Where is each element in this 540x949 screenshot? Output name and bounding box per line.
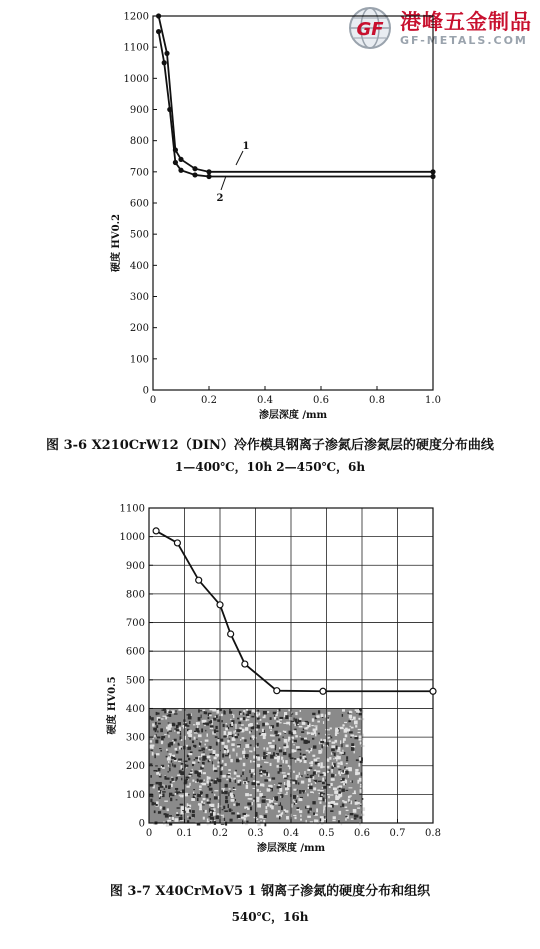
x-tick-label: 0.2: [201, 395, 217, 406]
data-point: [192, 172, 197, 177]
y-tick-label: 300: [129, 292, 149, 303]
x-tick-label: 0.8: [425, 828, 441, 839]
data-point: [320, 688, 326, 694]
x-tick-label: 0.2: [212, 828, 228, 839]
x-tick-label: 0.8: [369, 395, 385, 406]
y-tick-label: 400: [129, 260, 149, 272]
figure-3-6-caption: 图 3-6 X210CrW12（DIN）冷作模具钢离子渗氮后渗氮层的硬度分布曲线: [46, 438, 494, 453]
y-tick-label: 0: [138, 818, 145, 830]
x-axis-label: 渗层深度 /mm: [258, 410, 328, 420]
logo-name-cn: 港峰五金制品: [400, 10, 532, 34]
series-label: 2: [216, 193, 224, 204]
data-point: [178, 168, 183, 173]
figure-3-7-subcaption: 540℃，16h: [231, 910, 309, 924]
data-point: [164, 51, 169, 56]
data-point: [430, 169, 435, 174]
y-tick-label: 0: [142, 385, 149, 397]
data-point: [192, 166, 197, 171]
x-axis-label: 渗层深度 /mm: [256, 843, 326, 854]
series-line-2: [159, 32, 433, 177]
series-leader-line: [236, 151, 243, 165]
series-line-1: [159, 16, 433, 172]
y-tick-label: 1000: [123, 73, 149, 85]
data-point: [430, 174, 435, 179]
y-tick-label: 300: [125, 732, 145, 744]
data-point: [156, 13, 161, 18]
y-tick-label: 1000: [119, 532, 145, 544]
y-tick-label: 700: [125, 618, 145, 630]
y-tick-label: 1200: [123, 11, 149, 23]
data-point: [167, 107, 172, 112]
data-point: [242, 661, 248, 667]
y-tick-label: 200: [129, 323, 149, 335]
x-tick-label: 0.4: [257, 395, 273, 406]
y-tick-label: 700: [129, 167, 149, 179]
y-tick-label: 800: [129, 136, 149, 148]
data-point: [228, 631, 234, 637]
x-tick-label: 1.0: [425, 395, 441, 406]
data-point: [173, 160, 178, 165]
data-point: [156, 29, 161, 34]
x-tick-label: 0.6: [354, 828, 370, 839]
y-tick-label: 100: [125, 789, 145, 801]
series-line-1: [156, 531, 433, 691]
x-tick-label: 0.3: [247, 828, 264, 839]
series-leader-line: [221, 176, 226, 190]
data-point: [162, 60, 167, 65]
data-point: [153, 528, 159, 534]
data-point: [178, 157, 183, 162]
y-tick-label: 400: [125, 703, 145, 715]
x-tick-label: 0.6: [313, 395, 329, 406]
plot-frame: [153, 16, 433, 390]
hardness-chart-2: [0, 490, 540, 870]
microstructure-texture: [149, 708, 365, 826]
y-tick-label: 900: [125, 560, 145, 572]
y-tick-label: 200: [125, 761, 145, 773]
data-point: [206, 174, 211, 179]
data-point: [430, 688, 436, 694]
data-point: [196, 577, 202, 583]
logo-name-en: GF-METALS.COM: [400, 34, 528, 47]
y-tick-label: 100: [129, 354, 149, 366]
logo-mark-text: GF: [356, 19, 384, 40]
y-axis-label: 硬度 HV0.2: [111, 213, 122, 273]
data-point: [174, 540, 180, 546]
y-axis-label: 硬度 HV0.5: [107, 676, 118, 735]
y-tick-label: 600: [129, 198, 149, 210]
data-point: [217, 602, 223, 608]
x-tick-label: 0.5: [318, 828, 335, 839]
y-tick-label: 500: [125, 675, 145, 687]
y-tick-label: 800: [125, 589, 145, 601]
figure-3-7-caption: 图 3-7 X40CrMoV5 1 钢离子渗氮的硬度分布和组织: [109, 884, 431, 899]
series-label: 1: [242, 141, 250, 152]
y-tick-label: 1100: [123, 42, 149, 54]
data-point: [206, 169, 211, 174]
x-tick-label: 0: [149, 395, 157, 406]
x-tick-label: 0.1: [176, 828, 193, 839]
y-tick-label: 600: [125, 646, 145, 658]
y-tick-label: 500: [129, 229, 149, 241]
y-tick-label: 1100: [119, 503, 145, 515]
x-tick-label: 0.4: [283, 828, 299, 839]
hardness-chart-1: [0, 0, 540, 420]
y-tick-label: 900: [129, 105, 149, 116]
x-tick-label: 0: [145, 828, 153, 839]
x-tick-label: 0.7: [389, 828, 406, 839]
data-point: [274, 688, 280, 694]
figure-3-6-subcaption: 1—400℃，10h 2—450℃，6h: [174, 460, 366, 474]
